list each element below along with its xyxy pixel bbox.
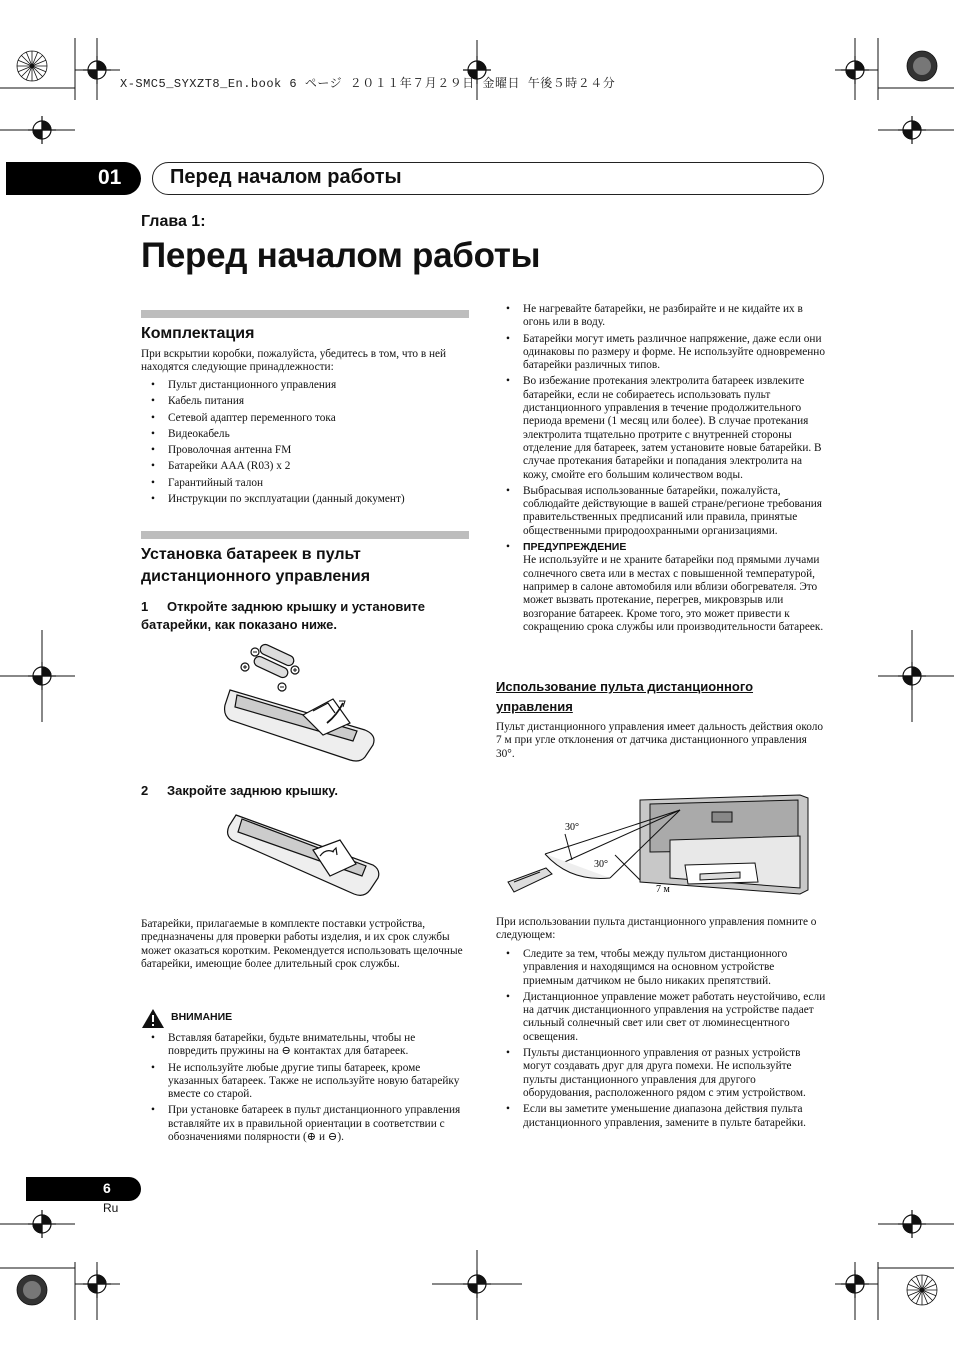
- list-item: • Не нагревайте батарейки, не разбирайте и не кидайте их в огонь или в воду.: [496, 303, 826, 330]
- chapter-bar-title: Перед началом работы: [170, 166, 402, 188]
- distance-label: 7 м: [656, 884, 670, 895]
- chapter-label: Глава 1:: [141, 213, 206, 230]
- list-item: • Батарейки AAA (R03) x 2: [141, 460, 469, 473]
- remote-closed-illustration: [228, 810, 383, 900]
- remote-range-intro: Пульт дистанционного управления имеет дальность действия около 7 м при угле отклонения от датчика дистанционного управления 30°.: [496, 721, 824, 760]
- page-title: Перед началом работы: [141, 236, 541, 275]
- list-item: • Пульты дистанционного управления от разных устройств могут создавать друг для друга помехи. Не используйте пульты дистанционного управления для другого оборудования, расположенного рядом с этим устройством.: [496, 1047, 826, 1100]
- list-item: • Батарейки могут иметь различное напряжение, даже если они одинаковы по размеру и форме. Не используйте одновременно батарейки различных типов.: [496, 333, 826, 373]
- warning-text: Не используйте и не храните батарейки под прямыми лучами солнечного света или в местах с повышенной температурой, например в салоне автомобиля или вблизи обогревателя. Это может вызвать протекание, перегрев, микровзрыв или возгорание батареек. Кроме того, это может привести к сокращению срока службы или производительности батареек.: [523, 554, 824, 633]
- list-item: • Дистанционное управление может работать неустойчиво, если на датчик дистанционного управления на устройстве падает сильный солнечный свет или свет от люминесцентного освещения.: [496, 991, 826, 1044]
- printer-slug-line: X-SMC5_SYXZT8_En.book 6 ページ ２０１１年７月２９日 金曜日 午後５時２４分: [120, 77, 616, 91]
- remote-notes-intro: При использовании пульта дистанционного управления помните о следующем:: [496, 916, 817, 942]
- list-item: • Следите за тем, чтобы между пультом дистанционного управления и находящимся на основном устройстве приемным датчиком не было никаких препятствий.: [496, 948, 826, 988]
- battery-safety-list: [496, 303, 826, 637]
- list-item: • Проволочная антенна FM: [141, 444, 469, 457]
- section-title-line: Использование пульта дистанционного: [496, 679, 754, 694]
- list-item: [496, 541, 826, 634]
- batteries-note: Батарейки, прилагаемые в комплекте поставки устройства, предназначены для проверки работы изделия, и их срок службы может оказаться коротким. Рекомендуется использовать щелочные батарейки, имеющие более длительный срок службы.: [141, 918, 463, 971]
- step-text: Откройте заднюю крышку и установите: [167, 599, 425, 614]
- caution-icon: [141, 1008, 165, 1029]
- step-1: [141, 598, 471, 634]
- section-title-line: управления: [496, 699, 573, 714]
- list-item: • Если вы заметите уменьшение диапазона действия пульта дистанционного управления, замените в пульте батарейки.: [496, 1103, 826, 1130]
- list-item: • Не используйте любые другие типы батареек, кроме указанных батареек. Также не используйте новую батарейку вместе со старой.: [141, 1062, 466, 1102]
- warning-label: • ПРЕДУПРЕЖДЕНИЕ: [523, 541, 627, 554]
- page-language: Ru: [103, 1201, 119, 1215]
- package-list: [141, 379, 469, 509]
- chapter-number: 01: [98, 166, 122, 189]
- list-item: • Во избежание протекания электролита батареек извлеките батарейки, если не собираетесь использовать пульт дистанционного управления в течение продолжительного периода времени (1 месяц или более). В случае протекания электролита тщательно протрите с внутренней стороны отделение для батареек, затем установите новые батарейки. В случае протекания батарейки и попадания электролита на кожу, смойте его большим количеством воды.: [496, 375, 826, 481]
- list-item: • Инструкции по эксплуатации (данный документ): [141, 493, 469, 506]
- step-number: 2: [141, 783, 149, 798]
- section-divider: [141, 531, 469, 539]
- remote-battery-illustration: [225, 645, 385, 770]
- step-2: [141, 782, 338, 800]
- remote-notes-list: [496, 948, 826, 1133]
- list-item: • Выбрасывая использованные батарейки, пожалуйста, соблюдайте действующие в вашей стране/регионе требования правительственных предписаний или правила, принятые общественными природоохранными организациями.: [496, 485, 826, 538]
- section-divider: [141, 310, 469, 318]
- caution-list: [141, 1032, 466, 1147]
- list-item: • Сетевой адаптер переменного тока: [141, 412, 469, 425]
- caution-label: ВНИМАНИЕ: [171, 1011, 233, 1023]
- remote-range-diagram: [500, 790, 815, 905]
- list-item: • Вставляя батарейки, будьте внимательны, чтобы не повредить пружины на ⊖ контактах для батареек.: [141, 1032, 466, 1059]
- page-number-tab: [26, 1177, 141, 1201]
- section-title-batteries: [141, 544, 370, 588]
- angle-label-bottom: 30°: [594, 859, 608, 870]
- package-intro: При вскрытии коробки, пожалуйста, убедитесь в том, что в ней находятся следующие принадлежности:: [141, 348, 447, 374]
- step-text: батарейки, как показано ниже.: [141, 617, 337, 632]
- page-number: 6: [103, 1180, 111, 1196]
- list-item: • Видеокабель: [141, 428, 469, 441]
- list-item: • При установке батареек в пульт дистанционного управления вставляйте их в правильной ориентации в соответствии с обозначениями полярности (⊕ и ⊖).: [141, 1104, 466, 1144]
- step-number: 1: [141, 599, 149, 614]
- section-title-line: дистанционного управления: [141, 568, 371, 585]
- angle-label-top: 30°: [565, 822, 579, 833]
- list-item: • Пульт дистанционного управления: [141, 379, 469, 392]
- section-title-remote-use: [496, 677, 753, 717]
- list-item: • Кабель питания: [141, 395, 469, 408]
- step-text: Закройте заднюю крышку.: [167, 783, 338, 798]
- section-title-package: Комплектация: [141, 325, 255, 342]
- section-title-line: Установка батареек в пульт: [141, 546, 361, 563]
- list-item: • Гарантийный талон: [141, 477, 469, 490]
